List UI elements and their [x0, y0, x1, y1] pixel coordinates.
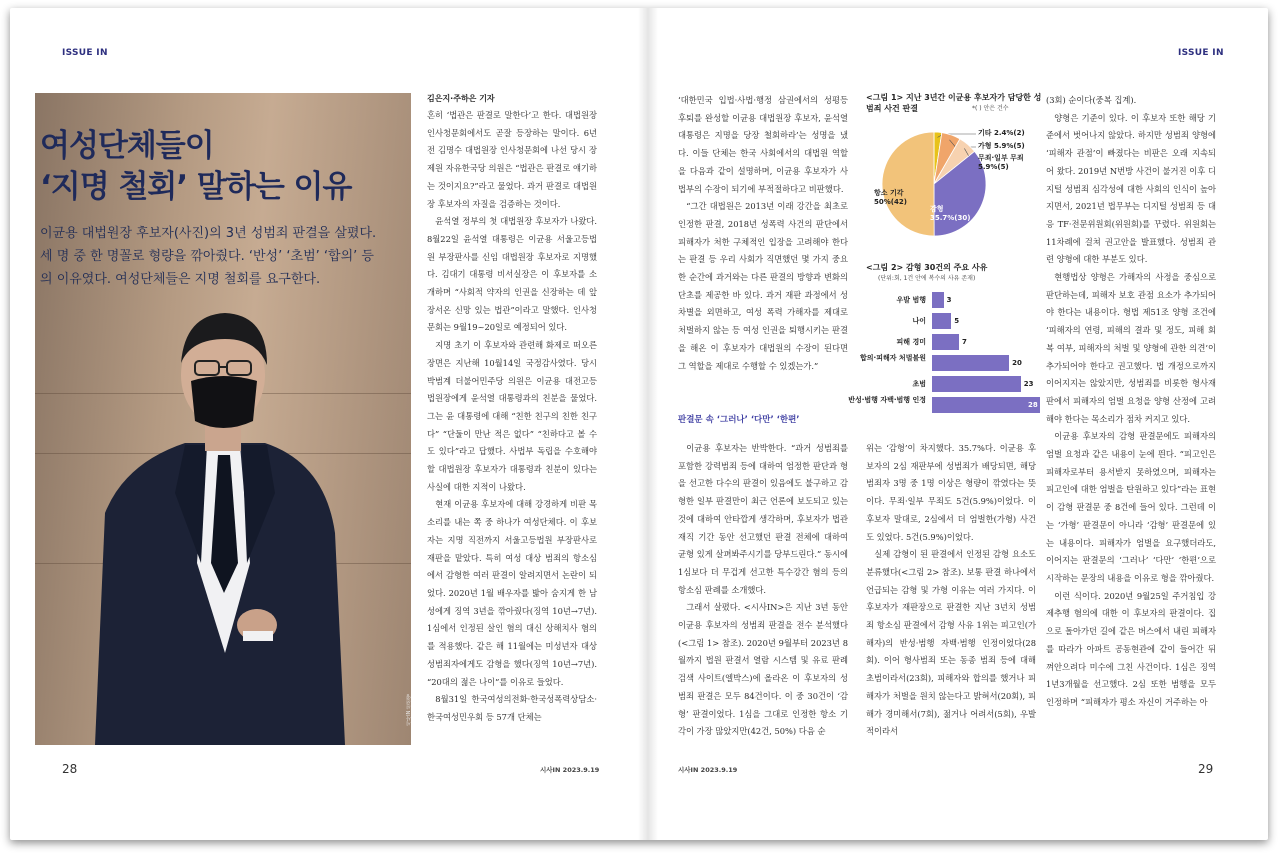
paragraph: 위는 ‘감형’이 차지했다. 35.7%다. 이균용 후보자의 2심 재판부에 성범죄가 배당되면, 해당 범죄자 3명 중 1명 이상은 형량이 깎였다는 뜻이다. 무죄·일부 무죄도 5건(5.9%)이었다. 이 후보자 말대로, 2심에서 더 엄벌한(가형) 사건도 있었다. 5건(5.9%)이었다. [866, 443, 1036, 542]
paragraph: 실제 감형이 된 판결에서 인정된 감형 요소도 분류했다(<그림 2> 참조). 보통 판결 하나에서 언급되는 감형 및 가형 이유는 여러 가지다. 이 후보자가 재판장으로 판결한 지난 3년치 성범죄 항소심 판결에서 감형 사유 1위는 피고인(가해자)의 반성·범행 자백·범행 인정이었다(28회). 이어 형사범죄 또는 동종 범죄 등에 대해 초범이라서(23회), 피해자와 합의를 했거나 피해자가 처벌을 원치 않는다고 밝혀서(20회), 피해가 경미해서(7회), 젊거나 어려서(5회), 우발적이라서 [866, 549, 1036, 737]
bar-value-label: 28 [1028, 401, 1038, 409]
bar-category-label: 반성·범행 자백·범행 인정 [848, 396, 926, 404]
bar [932, 313, 951, 329]
page-number-left: 28 [62, 762, 78, 776]
bar [932, 397, 1040, 413]
byline: 김은지·주하은 기자 [427, 94, 495, 103]
bar [932, 355, 1009, 371]
figure-1-note: *( ) 안은 건수 [972, 105, 1009, 112]
magazine-spread [10, 8, 1268, 840]
section-label-left: ISSUE IN [62, 48, 108, 58]
bar-category-label: 우발 범행 [896, 296, 926, 304]
bar-value-label: 23 [1023, 380, 1034, 388]
bar [932, 376, 1021, 392]
slice-label-reduce: 감형 35.7%(30) [930, 205, 971, 222]
figure-1-title: <그림 1> 지난 3년간 이균용 후보자가 담당한 성범죄 사건 판결 [866, 93, 1042, 113]
article-column-3 [866, 440, 1036, 750]
bar-category-label: 합의·피해자 처벌불원 [860, 354, 926, 362]
paragraph: 이균용 후보자의 감형 판결문에도 피해자의 엄벌 요청과 같은 내용이 눈에 띈다. “피고인은 피해자로부터 용서받지 못하였으며, 피해자는 피고인에 대한 엄벌을 탄원하고 있다”라는 표현이 감형 판결문 중 8건에 들어 있다. 그런데 이는 ‘가형’ 판결문이 아니라 ‘감형’ 판결문에 있는 내용이다. 피해자가 엄벌을 요구했더라도, 이어지는 판결문의 ‘그러나’ ‘다만’ ‘한편’으로 시작하는 문장의 내용을 이유로 형을 깎아줬다. [1046, 431, 1216, 583]
bar-category-label: 피해 경미 [896, 338, 926, 346]
photo-credit: 시사IN 신선영 [406, 694, 412, 726]
paragraph: “그간 대법원은 2013년 이래 강간을 최초로 인정한 판결, 2018년 성폭력 사건의 판단에서 피해자가 처한 구체적인 입장을 고려해야 한다는 판결 등 우리 사회가 직면했던 몇 가지 중요한 순간에 과거와는 다른 판결의 방향과 변화의 단초를 제공한 바 있다. 과거 재판 과정에서 성차별을 외면하고, 여성 폭력 가해자를 제대로 처벌하지 않는 등 여성 인권을 퇴행시키는 판결을 해온 이 후보자가 대법원의 수장이 된다면 그 역할을 제대로 수행할 수 있겠는가.” [678, 201, 848, 371]
headline [40, 126, 400, 208]
subheading: 판결문 속 ‘그러나’ ‘다만’ ‘한편’ [678, 415, 800, 425]
footer-right: 시사IN 2023.9.19 [678, 766, 738, 774]
paragraph: 현재 이균용 후보자에 대해 강경하게 비판 목소리를 내는 쪽 중 하나가 여성단체다. 이 후보자는 지명 직전까지 서울고등법원 부장판사로 재판을 맡았다. 특히 여성 대상 범죄의 항소심에서 감형한 여러 판결이 알려지면서 논란이 되었다. 2020년 1월 배우자를 밟아 숨지게 한 남성에게 징역 3년을 깎아줬다(징역 10년→7년). 1심에서 인정된 살인 혐의 대신 상해치사 혐의를 적용했다. 같은 해 11월에는 미성년자 대상 성범죄자에게도 감형을 했다(징역 10년→7년). “20대의 젊은 나이”를 이유로 들었다. [427, 499, 597, 687]
pie-slice [882, 132, 934, 236]
bar-value-label: 7 [962, 338, 967, 346]
paragraph: 혼히 ‘법관은 판결로 말한다’고 한다. 대법원장 인사청문회에서도 곧잘 등장하는 말이다. 6년 전 김명수 대법원장 인사청문회에 나선 당시 장제원 자유한국당 의원은 “법관은 판결로 얘기하는 것이지요?”라고 물었다. 과거 판결로 대법원장 후보자의 자질을 검증하는 것이다. [427, 110, 597, 209]
paragraph: 지명 초기 이 후보자와 관련해 화제로 떠오른 장면은 지난해 10월14일 국정감사였다. 당시 박범계 더불어민주당 의원은 이균용 대전고등법원장에게 윤석열 대통령과의 친분을 물었다. 그는 윤 대통령에 대해 “친한 친구의 친한 친구다” “단둘이 만난 적은 없다” “친하다고 볼 수도 있다”라고 답했다. 사법부 독립을 수호해야 할 대법원장 후보자가 대통령과 친분이 있다는 사실에 대한 지적이 나왔다. [427, 340, 597, 492]
article-column-2-bottom [678, 440, 848, 750]
bar-category-label: 나이 [912, 317, 926, 325]
paragraph: (3회) 순이다(중복 집계). [1046, 95, 1137, 105]
paragraph: 현행법상 양형은 가해자의 사정을 중심으로 판단하는데, 피해자 보호 관점 요소가 추가되어야 한다는 내용이다. 형법 제51조 양형 조건에 ‘피해자의 연령, 피해의 결과 및 정도, 피해 회복 여부, 피해자의 처벌 및 양형에 관한 의견’이 추가되어야 한다고 권고했다. 법 개정으로까지 이어지지는 않았지만, 성범죄를 비롯한 형사재판에서 피해자의 엄벌 요청을 양형 산정에 고려해야 한다는 목소리가 점차 커지고 있다. [1046, 272, 1216, 424]
bar [932, 334, 959, 350]
deck-text: 이균용 대법원장 후보자(사진)의 3년 성범죄 판결을 살폈다. 세 명 중 한 명꼴로 형량을 깎아줬다. ‘반성’ ‘초범’ ‘합의’ 등의 이유였다. 여성단체들은 지명 철회를 요구한다. [40, 226, 377, 287]
figure-2-note: (단위:회, 1건 안에 복수의 사유 존재) [878, 275, 976, 282]
figure-2-title: <그림 2> 감형 30건의 주요 사유 [866, 263, 988, 272]
slice-label-acquit: 무죄·일부 무죄 5.9%(5) [978, 154, 1024, 171]
footer-left: 시사IN 2023.9.19 [540, 766, 600, 774]
bar-value-label: 5 [954, 317, 960, 325]
headline-line-2: ‘지명 철회’ 말하는 이유 [40, 169, 352, 205]
bar-value-label: 3 [946, 296, 952, 304]
slice-label-add: 가형 5.9%(5) [978, 142, 1025, 150]
bar-value-label: 20 [1012, 359, 1022, 367]
slice-label-dismiss: 항소 기각 50%(42) [874, 189, 907, 206]
paragraph: 그래서 살폈다. <시사IN>은 지난 3년 동안 이균용 후보자의 성범죄 판결을 전수 분석했다(<그림 1> 참조). 2020년 9월부터 2023년 8월까지 법원 판결서 열람 시스템 및 유료 판례 검색 사이트(엘박스)에 올라온 이 후보자의 성범죄 판결은 모두 84건이다. 이 중 30건이 ‘감형’ 판결이었다. 1심을 그대로 인정한 항소 기각이 가장 많았지만(42건, 50%) 다음 순 [678, 602, 848, 737]
article-column-4 [1046, 92, 1216, 750]
page-number-right: 29 [1198, 762, 1214, 776]
paragraph: 이런 식이다. 2020년 9월25일 주거침입 강제추행 혐의에 대한 이 후보자의 판결이다. 집으로 돌아가던 길에 같은 버스에서 내린 피해자를 따라가 아파트 공동현관에 같이 들어간 뒤 껴안으려다 미수에 그친 사건이다. 1심은 징역 1년3개월을 선고했다. 2심 또한 범행을 모두 인정하며 “피해자가 평소 자신이 거주하는 아 [1046, 590, 1216, 707]
bar [932, 292, 944, 308]
paragraph: ‘대한민국 입법·사법·행정 삼권에서의 성평등 후퇴를 완성할 이균용 대법원장 후보자, 윤석열 대통령은 지명을 당장 철회하라’는 성명을 냈다. 이들 단체는 한국 사회에서의 대법원 역할을 다음과 같이 설명하며, 이균용 후보자가 사법부의 수장이 되기에 부적절하다고 비판했다. [678, 95, 848, 194]
article-column-1 [427, 107, 597, 749]
article-column-2-top [678, 92, 848, 404]
section-label-right: ISSUE IN [1178, 48, 1224, 58]
paragraph: 8월31일 한국여성의전화·한국성폭력상담소·한국여성민우회 등 57개 단체는 [427, 694, 597, 722]
headline-line-1: 여성단체들이 [40, 128, 214, 164]
bar-category-label: 초범 [912, 380, 926, 388]
paragraph: 양형은 기준이 있다. 이 후보자 또한 해당 기준에서 벗어나지 않았다. 하지만 성범죄 양형에 ‘피해자 관점’이 빠졌다는 비판은 오래 지속되어 왔다. 2019년 N번방 사건이 불거진 이후 디지털 성범죄 심각성에 대한 사회의 인식이 높아지면서, 2021년 법무부는 디지털 성범죄 등 대응 TF·전문위원회(위원회)를 꾸렸다. 위원회는 11차례에 걸쳐 권고안을 발표했다. 성범죄 관련 양형에 대한 부분도 있다. [1046, 112, 1216, 265]
slice-label-etc: 기타 2.4%(2) [978, 129, 1025, 137]
paragraph: 윤석열 정부의 첫 대법원장 후보자가 나왔다. 8월22일 윤석열 대통령은 이균용 서울고등법원 부장판사를 신임 대법원장 후보자로 지명했다. 김대기 대통령 비서실장은 이 후보자를 소개하며 “사회적 약자의 인권을 신장하는 데 앞장서온 신망 있는 법관”이라고 말했다. 인사청문회는 9월19~20일로 예정되어 있다. [427, 216, 597, 333]
page-gutter [638, 8, 658, 840]
paragraph: 이균용 후보자는 반박한다. “과거 성범죄를 포함한 강력범죄 등에 대하여 엄정한 판단과 형을 선고한 다수의 판결이 있음에도 불구하고 감형한 일부 판결만이 최근 언론에 보도되고 있는 것에 대하여 안타깝게 생각하며, 후보자가 법관 재직 기간 동안 선고했던 판결 전체에 대하여 균형 있게 살펴봐주시기를 당부드린다.” 동시에 1심보다 더 무겁게 선고한 특수강간 혐의 등의 항소심 판례를 소개했다. [678, 443, 848, 595]
